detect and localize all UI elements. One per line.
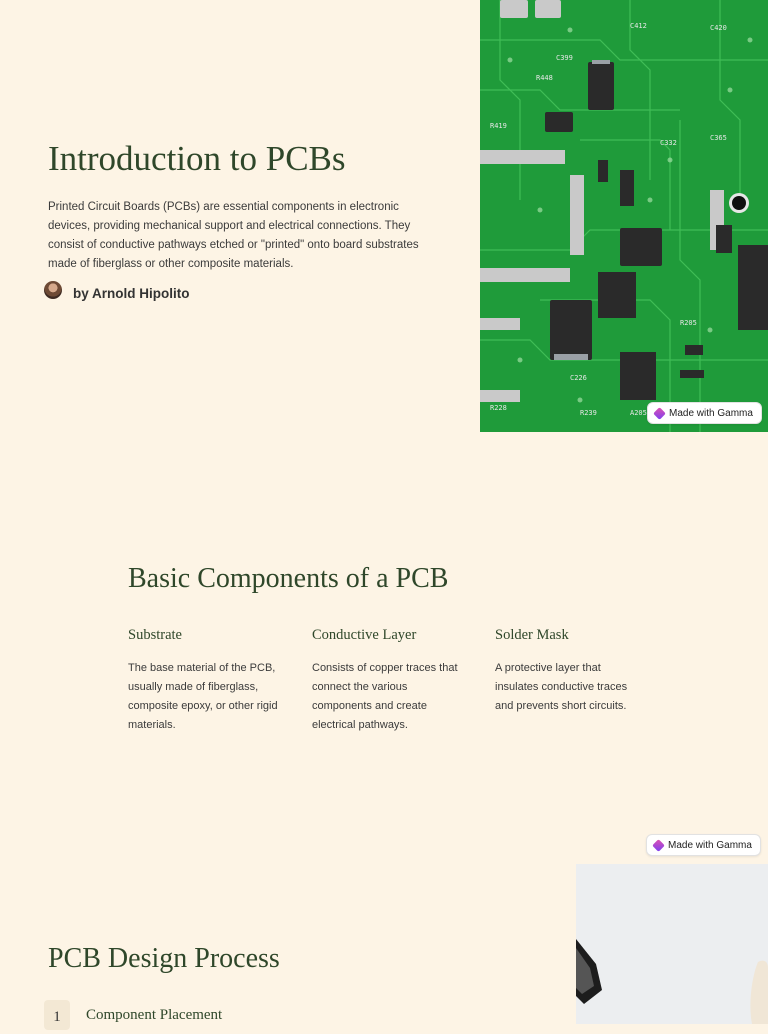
- component-text: Consists of copper traces that connect the various components and create electrical pathways.: [312, 661, 458, 731]
- svg-text:C399: C399: [556, 54, 573, 62]
- badge-label: Made with Gamma: [669, 407, 753, 419]
- design-process-image: [576, 864, 768, 1024]
- step-number: 1: [44, 1000, 70, 1030]
- design-process-title: PCB Design Process: [48, 943, 280, 974]
- svg-text:C365: C365: [710, 134, 727, 142]
- component-card-conductive-layer: [312, 626, 462, 735]
- component-card-solder-mask: [495, 626, 645, 716]
- svg-text:C412: C412: [630, 22, 647, 30]
- component-text: A protective layer that insulates conductive traces and prevents short circuits.: [495, 661, 628, 712]
- badge-label: Made with Gamma: [668, 839, 752, 851]
- component-heading: Substrate: [128, 627, 182, 643]
- svg-text:R448: R448: [536, 74, 553, 82]
- step-label: Component Placement: [86, 1007, 223, 1023]
- component-heading: Solder Mask: [495, 627, 569, 643]
- made-with-gamma-badge[interactable]: [647, 402, 762, 424]
- gamma-logo-icon: [652, 839, 665, 852]
- intro-description: Printed Circuit Boards (PCBs) are essential components in electronic devices, providing mechanical support and electrical connections. They consist of conductive pathways etched or "printed" onto board substrates made of fiberglass or other composite materials.: [48, 201, 419, 270]
- author-avatar: [44, 281, 62, 299]
- svg-text:C420: C420: [710, 24, 727, 32]
- component-text: The base material of the PCB, usually made of fiberglass, composite epoxy, or other rigid materials.: [128, 661, 278, 731]
- svg-text:A205: A205: [630, 409, 647, 417]
- page-title: Introduction to PCBs: [48, 139, 346, 178]
- svg-text:C332: C332: [660, 139, 677, 147]
- gamma-logo-icon: [653, 407, 666, 420]
- author-name: by Arnold Hipolito: [73, 286, 190, 301]
- circuit-board-image: [480, 0, 768, 432]
- svg-text:R239: R239: [580, 409, 597, 417]
- component-card-substrate: [128, 626, 278, 735]
- component-heading: Conductive Layer: [312, 627, 417, 643]
- made-with-gamma-badge[interactable]: [646, 834, 761, 856]
- components-title: Basic Components of a PCB: [128, 563, 449, 594]
- svg-text:C226: C226: [570, 374, 587, 382]
- svg-text:R419: R419: [490, 122, 507, 130]
- svg-text:R205: R205: [680, 319, 697, 327]
- svg-text:R228: R228: [490, 404, 507, 412]
